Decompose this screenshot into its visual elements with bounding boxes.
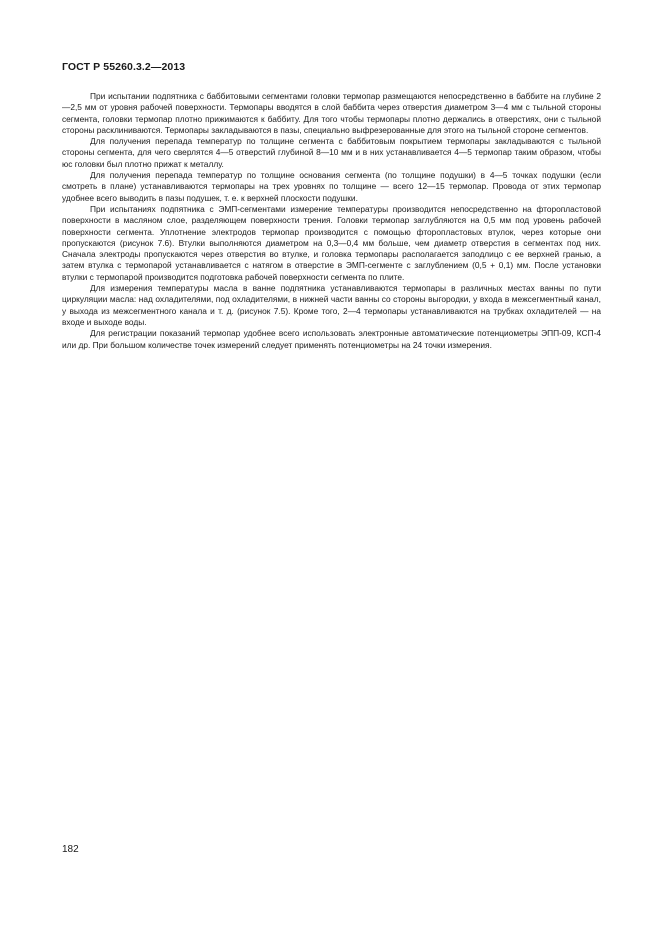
paragraph: При испытании подпятника с баббитовыми сегментами головки термопар размещаются непосредственно в баббите на глубине 2—2,5 мм от уровня рабочей поверхности. Термопары вводятся в слой баббита через отверстия диаметром 3—4 мм с тыльной стороны сегмента, головки термопар плотно прижимаются к баббиту. Для того чтобы термопары плотно держались в отверстиях, они с тыльной стороны расклиниваются. Термопары закладываются в пазы, специально выфрезерованные для этого на тыльной стороне сегментов. — [62, 91, 601, 135]
document-header: ГОСТ Р 55260.3.2—2013 — [62, 61, 186, 73]
page-number: 182 — [62, 844, 79, 855]
document-body — [62, 91, 601, 351]
paragraph: Для получения перепада температур по толщине основания сегмента (по толщине подушки) в 4—5 точках подушки (если смотреть в плане) устанавливаются термопары на трех уровнях по толщине — всего 12—15 термопар. Провода от этих термопар удобнее всего выводить в пазы подушек, т. е. к верхней плоскости подушки. — [62, 170, 601, 203]
paragraph: Для получения перепада температур по толщине сегмента с баббитовым покрытием термопары закладываются с тыльной стороны сегмента, для чего сверлятся 4—5 отверстий глубиной 8—10 мм и в них устанавливается 4—5 термопар таким образом, чтобы юс головки был плотно прижат к металлу. — [62, 136, 601, 169]
paragraph: При испытаниях подпятника с ЭМП-сегментами измерение температуры производится непосредственно на фторопластовой поверхности в масляном слое, разделяющем поверхности трения. Головки термопар заглубляются на 0,5 мм под уровень рабочей поверхности сегмента. Уплотнение электродов термопар производится с помощью фторопластовых втулок, через которые они пропускаются (рисунок 7.6). Втулки выполняются диаметром на 0,3—0,4 мм больше, чем диаметр отверстия в сегментах под них. Сначала электроды пропускаются через отверстия во втулке, и головка термопары располагается заподлицо с ее верхней гранью, а затем втулка с термопарой устанавливается с натягом в отверстие в ЭМП-сегменте с заглублением (0,5 + 0,1) мм. После установки втулки с термопарой производится подготовка рабочей поверхности сегмента по плите. — [62, 203, 601, 282]
paragraph: Для измерения температуры масла в ванне подпятника устанавливаются термопары в различных местах ванны по пути циркуляции масла: над охладителями, под охладителями, в нижней части ванны со стороны выгородки, у входа в межсегментный канал, у выхода из межсегментного канала и т. д. (рисунок 7.5). Кроме того, 2—4 термопары устанавливаются на трубках охладителей — на входе и выходе воды. — [62, 283, 601, 327]
paragraph: Для регистрации показаний термопар удобнее всего использовать электронные автоматические потенциометры ЭПП-09, КСП-4 или др. При большом количестве точек измерений следует применять потенциометры на 24 точки измерения. — [62, 328, 601, 350]
